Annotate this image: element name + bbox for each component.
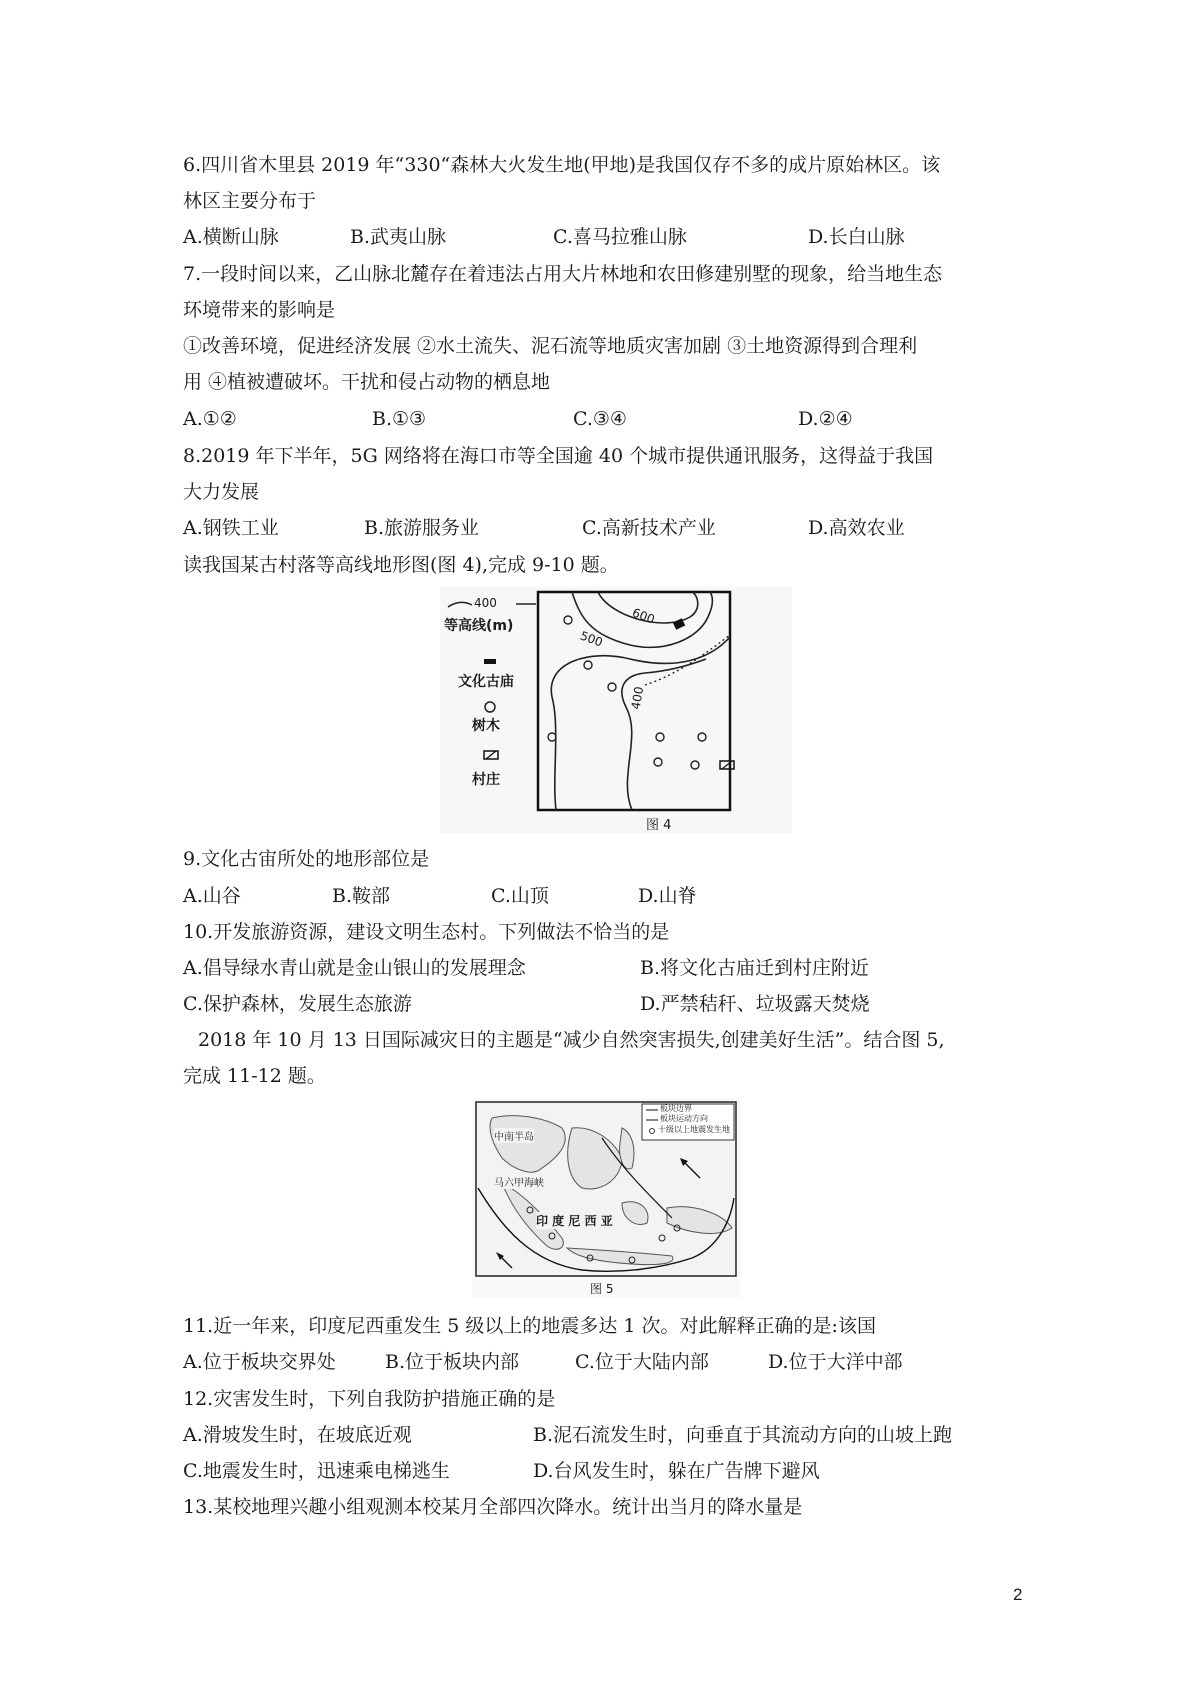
q13-stem: 13.某校地理兴趣小组观测本校某月全部四次降水。统计出当月的降水量是 (183, 1496, 803, 1518)
intro-11-12-line1: 2018 年 10 月 13 日国际减灾日的主题是“减少自然突害损失,创建美好生活”。结合图 5, (198, 1029, 945, 1051)
intro-9-10: 读我国某古村落等高线地形图(图 4),完成 9-10 题。 (183, 554, 619, 576)
q6-option-d: D.长白山脉 (808, 226, 905, 248)
q7-stem-line1: 7.一段时间以来，乙山脉北麓存在着违法占用大片林地和农田修建别墅的现象，给当地生态 (183, 263, 943, 285)
intro-11-12-line2: 完成 11-12 题。 (183, 1065, 326, 1087)
q7-option-b: B.①③ (372, 408, 427, 430)
figure-5-label-country: 印 度 尼 西 亚 (536, 1214, 613, 1228)
q10-stem: 10.开发旅游资源，建设文明生态村。下列做法不恰当的是 (183, 921, 670, 943)
q7-option-a: A.①② (183, 408, 237, 430)
q7-stem-line3: ①改善环境，促进经济发展 ②水土流失、泥石流等地质灾害加剧 ③土地资源得到合理利 (183, 335, 918, 357)
q12-option-c: C.地震发生时，迅速乘电梯逃生 (183, 1460, 450, 1482)
q8-option-c: C.高新技术产业 (582, 517, 716, 539)
q7-stem-line2: 环境带来的影响是 (183, 299, 336, 321)
q9-option-b: B.鞍部 (332, 885, 391, 907)
q11-option-d: D.位于大洋中部 (768, 1351, 903, 1373)
q6-stem-line1: 6.四川省木里县 2019 年“330“森林大火发生地(甲地)是我国仅存不多的成片原始林区。该 (183, 154, 941, 176)
q8-option-d: D.高效农业 (808, 517, 905, 539)
figure-4-contour-500: 500 (578, 628, 605, 650)
q10-option-c: C.保护森林，发展生态旅游 (183, 993, 412, 1015)
q10-option-b: B.将文化古庙迁到村庄附近 (640, 957, 870, 979)
q8-stem-line1: 8.2019 年下半年，5G 网络将在海口市等全国逾 40 个城市提供通讯服务，这得益于我国 (183, 445, 934, 467)
figure-5 (472, 1098, 740, 1298)
q6-stem-line2: 林区主要分布于 (183, 190, 317, 212)
q11-option-a: A.位于板块交界处 (183, 1351, 336, 1373)
q6-option-a: A.横断山脉 (183, 226, 279, 248)
q9-option-d: D.山脊 (638, 885, 697, 907)
figure-4-contour-400: 400 (628, 685, 647, 711)
figure-5-label-peninsula: 中南半岛 (494, 1128, 534, 1143)
figure-5-legend-quake: 十级以上地震发生地 (658, 1125, 730, 1134)
q8-option-a: A.钢铁工业 (183, 517, 279, 539)
figure-4-legend-contour: 等高线(m) (444, 618, 514, 634)
q7-option-c: C.③④ (573, 408, 627, 430)
q12-stem: 12.灾害发生时，下列自我防护措施正确的是 (183, 1388, 556, 1410)
figure-4 (440, 587, 792, 833)
figure-4-legend-tree: 树木 (472, 718, 500, 734)
q7-option-d: D.②④ (798, 408, 853, 430)
q8-stem-line2: 大力发展 (183, 481, 260, 503)
q7-stem-line4: 用 ④植被遭破坏。干扰和侵占动物的栖息地 (183, 371, 551, 393)
q11-option-c: C.位于大陆内部 (575, 1351, 709, 1373)
figure-4-legend-temple: 文化古庙 (458, 674, 514, 690)
figure-5-legend-motion: 板块运动方向 (660, 1114, 708, 1123)
figure-4-legend-contour-value: 400 (474, 596, 497, 610)
figure-5-legend-boundary: 板块边界 (660, 1104, 692, 1113)
q8-option-b: B.旅游服务业 (364, 517, 480, 539)
q6-option-c: C.喜马拉雅山脉 (553, 226, 687, 248)
figure-5-label-strait: 马六甲海峡 (494, 1174, 544, 1189)
q12-option-d: D.台风发生时，躲在广告牌下避风 (533, 1460, 820, 1482)
q12-option-a: A.滑坡发生时，在坡底近观 (183, 1424, 412, 1446)
q9-option-a: A.山谷 (183, 885, 241, 907)
figure-4-caption: 图 4 (646, 818, 672, 833)
q12-option-b: B.泥石流发生时，向垂直于其流动方向的山坡上跑 (533, 1424, 953, 1446)
page-number: 2 (1013, 1585, 1023, 1604)
q10-option-a: A.倡导绿水青山就是金山银山的发展理念 (183, 957, 526, 979)
figure-4-legend-village: 村庄 (472, 772, 500, 788)
q9-option-c: C.山顶 (491, 885, 549, 907)
q11-option-b: B.位于板块内部 (385, 1351, 520, 1373)
q10-option-d: D.严禁秸秆、垃圾露天焚烧 (640, 993, 870, 1015)
q6-option-b: B.武夷山脉 (350, 226, 447, 248)
q11-stem: 11.近一年来，印度尼西重发生 5 级以上的地震多达 1 次。对此解释正确的是:该国 (183, 1315, 876, 1337)
figure-4-contour-600: 600 (630, 605, 657, 627)
figure-5-caption: 图 5 (590, 1282, 614, 1296)
q9-stem: 9.文化古宙所处的地形部位是 (183, 848, 430, 870)
